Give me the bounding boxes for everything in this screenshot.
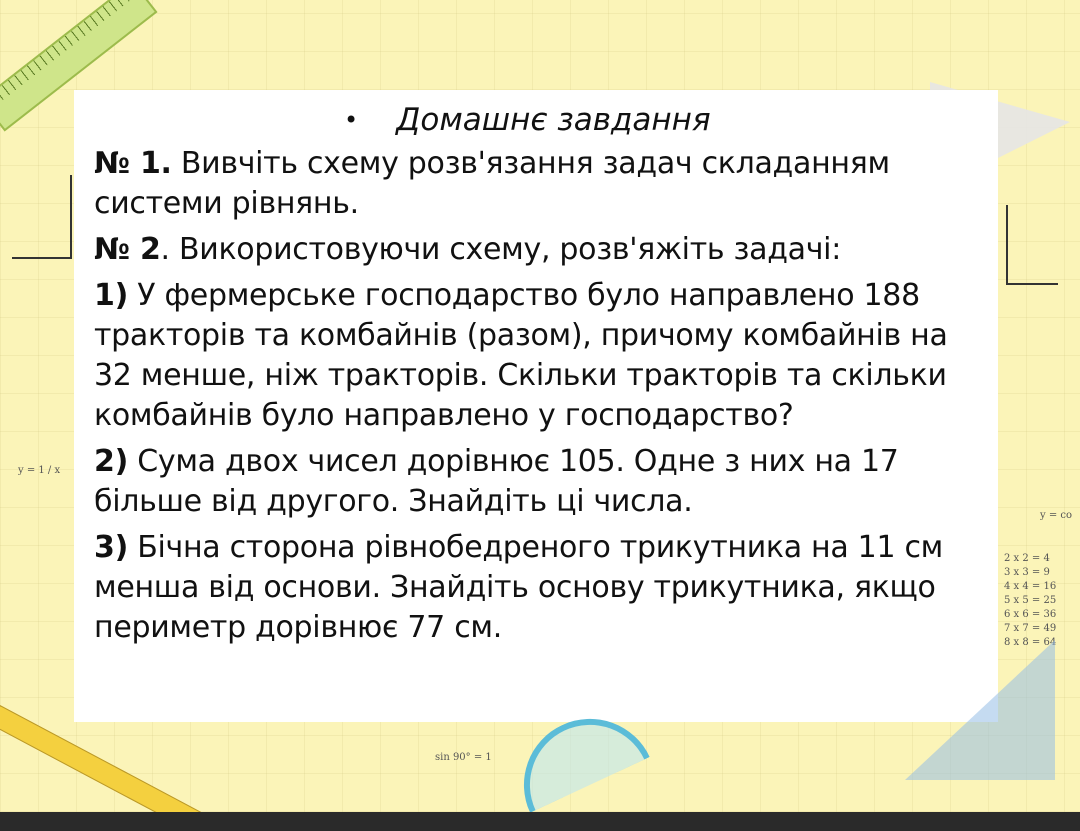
bottom-bar <box>0 812 1080 831</box>
bullet-icon: • <box>344 106 359 134</box>
title-line <box>344 96 994 144</box>
sin-formula: sin 90° = 1 <box>435 752 492 763</box>
triangle-decoration-left <box>12 175 72 259</box>
problem-1: 1) У фермерське господарство було направлено 188 тракторів та комбайнів (разом), причому комбайнів на 32 менше, ніж тракторів. Скільки тракторів та скільки комбайнів було направлено у господарство? <box>94 278 948 433</box>
task-2: № 2. Використовуючи схему, розв'яжіть задачі: <box>94 232 842 267</box>
homework-text <box>94 96 994 648</box>
formula-right: y = co <box>1040 510 1073 521</box>
problem-2: 2) Сума двох чисел дорівнює 105. Одне з них на 17 більше від другого. Знайдіть ці числа. <box>94 444 899 519</box>
set-square-decoration <box>905 640 1055 780</box>
formula-left: y = 1 / x <box>18 465 61 476</box>
problem-3: 3) Бічна сторона рівнобедреного трикутника на 11 см менша від основи. Знайдіть основу трикутника, якщо периметр дорівнює 77 см. <box>94 530 944 645</box>
page-title: Домашнє завдання <box>396 102 711 138</box>
triangle-decoration-right <box>1006 205 1058 285</box>
multiplication-table: 2 x 2 = 4 3 x 3 = 9 4 x 4 = 16 5 x 5 = 25 6 x 6 = 36 7 x 7 = 49 8 x 8 = 64 <box>1004 553 1057 648</box>
task-1: № 1. Вивчіть схему розв'язання задач складанням системи рівнянь. <box>94 146 890 221</box>
